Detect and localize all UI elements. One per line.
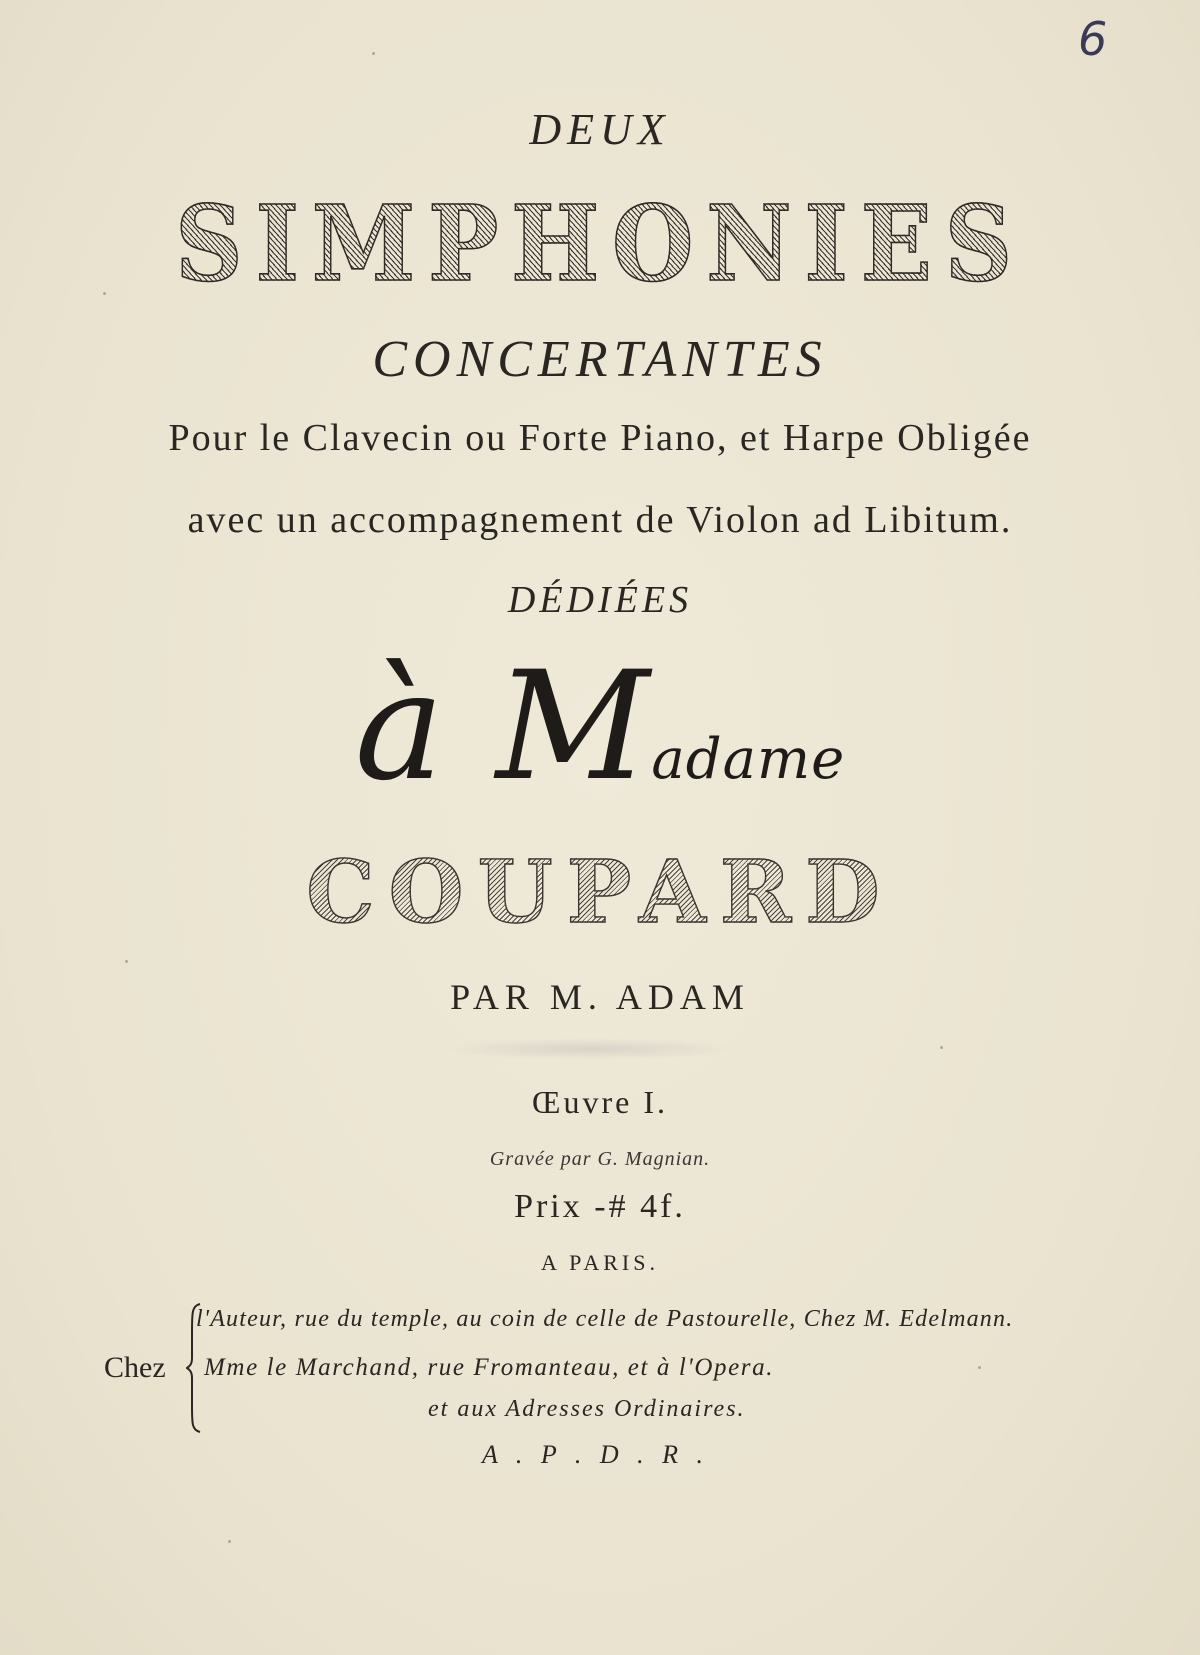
paper-speck xyxy=(978,1366,981,1369)
smudge-mark xyxy=(440,1038,740,1060)
engraver-credit: Gravée par G. Magnian. xyxy=(489,1148,711,1170)
paper-speck xyxy=(228,1540,231,1543)
dedication-heading: DÉDIÉES xyxy=(507,579,693,621)
opus-number: Œuvre I. xyxy=(532,1084,668,1120)
title-deux: DEUX xyxy=(529,105,671,154)
title-simphonies: SIMPHONIES xyxy=(60,182,1140,305)
dedication-a-madame-initials: à M xyxy=(354,640,652,814)
dedication-a-madame-rest: adame xyxy=(651,727,846,792)
place-line: A PARIS. xyxy=(540,1250,659,1275)
paper-speck xyxy=(940,1046,943,1049)
paper-speck xyxy=(125,960,128,963)
chez-label: Chez xyxy=(104,1351,166,1384)
title-concertantes: CONCERTANTES xyxy=(372,331,828,388)
composer-line: PAR M. ADAM xyxy=(450,977,750,1017)
dedicatee-name: COUPARD xyxy=(0,842,1200,943)
publisher-line-1: l'Auteur, rue du temple, au coin de celle de Pastourelle, Chez M. Edelmann. xyxy=(196,1306,1014,1332)
dedication-a-madame xyxy=(0,640,1200,814)
publisher-line-3: et aux Adresses Ordinaires. xyxy=(428,1396,746,1422)
instrumentation-line-1: Pour le Clavecin ou Forte Piano, et Harpe Obligée xyxy=(168,417,1032,459)
paper-speck xyxy=(103,292,106,295)
privilege-line: A . P . D . R . xyxy=(482,1440,709,1469)
price-line: Prix -# 4f. xyxy=(514,1188,686,1225)
page-number: 6 xyxy=(1078,12,1108,66)
paper-speck xyxy=(372,52,375,55)
instrumentation-line-2: avec un accompagnement de Violon ad Libitum. xyxy=(187,499,1013,541)
publisher-line-2: Mme le Marchand, rue Fromanteau, et à l'Opera. xyxy=(204,1354,775,1381)
